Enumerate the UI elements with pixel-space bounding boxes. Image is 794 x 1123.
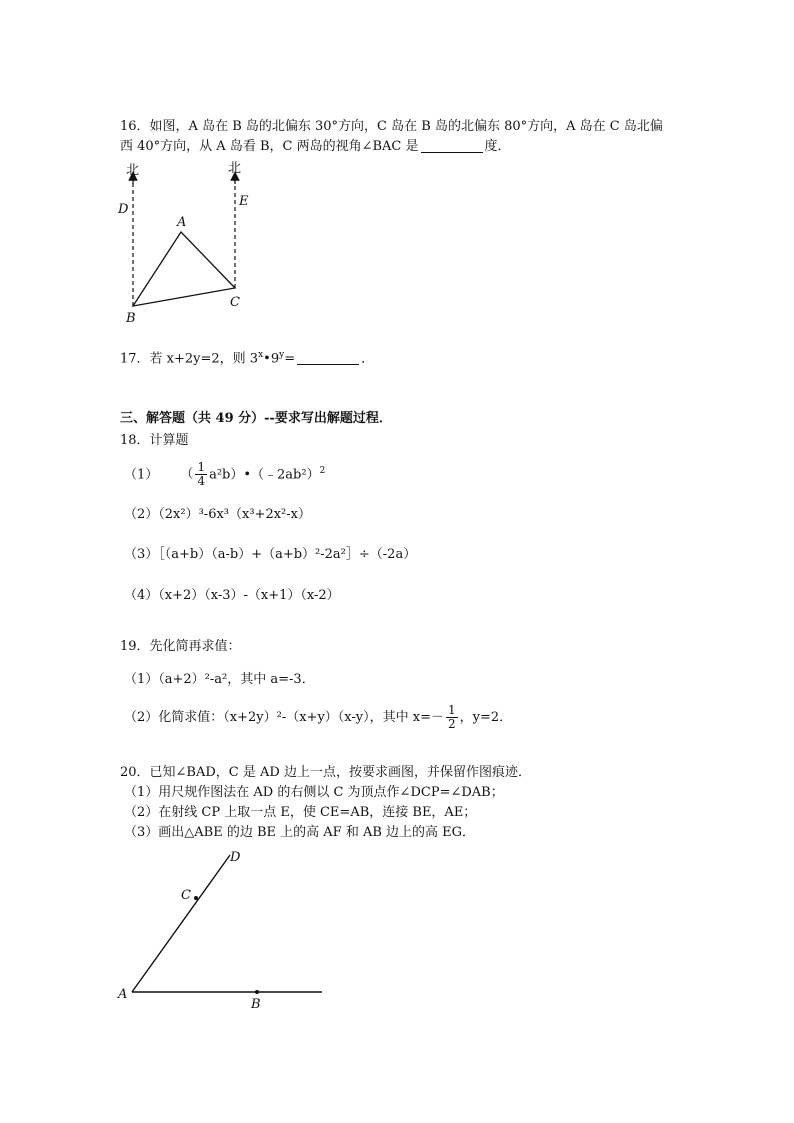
label-c: C	[230, 295, 240, 310]
q20-line3: （2）在射线 CP 上取一点 E，使 CE=AB，连接 BE，AE；	[124, 805, 477, 820]
point-c	[194, 896, 198, 900]
q18-title: 18．计算题	[120, 433, 189, 448]
q20-line1: 20．已知∠BAD，C 是 AD 边上一点，按要求画图，并保留作图痕迹．	[120, 765, 531, 780]
label-d: D	[118, 202, 129, 217]
q16-figure	[110, 158, 260, 328]
q17-sup-y: y	[279, 350, 285, 360]
ray-ad	[132, 855, 230, 992]
q17-line	[120, 346, 374, 368]
q17-equals: =	[284, 351, 296, 367]
q16-line2	[120, 138, 511, 156]
q18-p1-num: 1	[197, 460, 206, 475]
q18-part2: （2）（2x²）³-6x³（x³+2x²-x）	[124, 507, 311, 522]
label-c-2: C	[181, 888, 191, 903]
q18-p1-exp: 2	[319, 466, 326, 476]
q18-p1-open: （	[180, 467, 194, 483]
q20-line2: （1）用尺规作图法在 AD 的右侧以 C 为顶点作∠DCP=∠DAB；	[124, 785, 504, 800]
q17-end: ．	[361, 351, 375, 367]
label-a: A	[177, 215, 187, 230]
q16-line2-text: 西 40°方向，从 A 岛看 B，C 两岛的视角∠BAC 是	[120, 139, 419, 154]
q19-p2-den: 2	[447, 717, 456, 731]
q20-line4: （3）画出△ABE 的边 BE 上的高 AF 和 AB 边上的高 EG．	[124, 825, 476, 840]
section3-title: 三、解答题（共 49 分）--要求写出解题过程．	[120, 411, 392, 426]
q18-part4: （4）（x+2）（x-3）-（x+1）（x-2）	[124, 588, 340, 603]
q18-part1	[124, 458, 325, 488]
q18-p1-rest: a²b）•（﹣2ab²）	[209, 467, 320, 483]
q16-line1: 16．如图，A 岛在 B 岛的北偏东 30°方向，C 岛在 B 岛的北偏东 80°方向，A 岛在 C 岛北偏	[120, 119, 663, 134]
triangle-abc	[133, 232, 235, 306]
north-label-1: 北	[126, 163, 140, 178]
q16-answer-blank[interactable]	[421, 139, 483, 153]
q19-p2-fraction	[446, 704, 458, 731]
q17-mid: •9	[263, 351, 280, 367]
q18-part3: （3）［（a+b）（a-b）+（a+b）²-2a²］÷（-2a）	[124, 547, 417, 562]
label-a-2: A	[118, 987, 128, 1002]
q16-line2-unit: 度．	[484, 139, 511, 154]
label-b-2: B	[251, 997, 261, 1012]
q19-p2-num: 1	[447, 703, 456, 717]
q17-text: 17．若 x+2y=2，则 3	[120, 351, 259, 367]
q19-title: 19．先化简再求值：	[120, 639, 241, 654]
q19-part2	[124, 704, 512, 732]
q19-p2-text: （2）化简求值：（x+2y）²-（x+y）（x-y），其中 x=－	[124, 710, 444, 725]
q20-figure	[110, 845, 340, 1020]
q18-p1-label: （1）	[124, 467, 159, 483]
q17-answer-blank[interactable]	[297, 351, 359, 365]
q19-part1: （1）（a+2）²-a²，其中 a=-3．	[124, 672, 315, 687]
point-b	[255, 990, 259, 994]
q18-p1-den: 4	[197, 474, 206, 489]
q18-p1-fraction	[195, 461, 207, 488]
q17-sup-x: x	[258, 350, 264, 360]
label-b: B	[126, 311, 136, 326]
label-e: E	[239, 194, 249, 209]
q19-p2-end: ，y=2．	[459, 710, 513, 725]
north-label-2: 北	[228, 161, 242, 176]
label-d-2: D	[230, 850, 241, 865]
